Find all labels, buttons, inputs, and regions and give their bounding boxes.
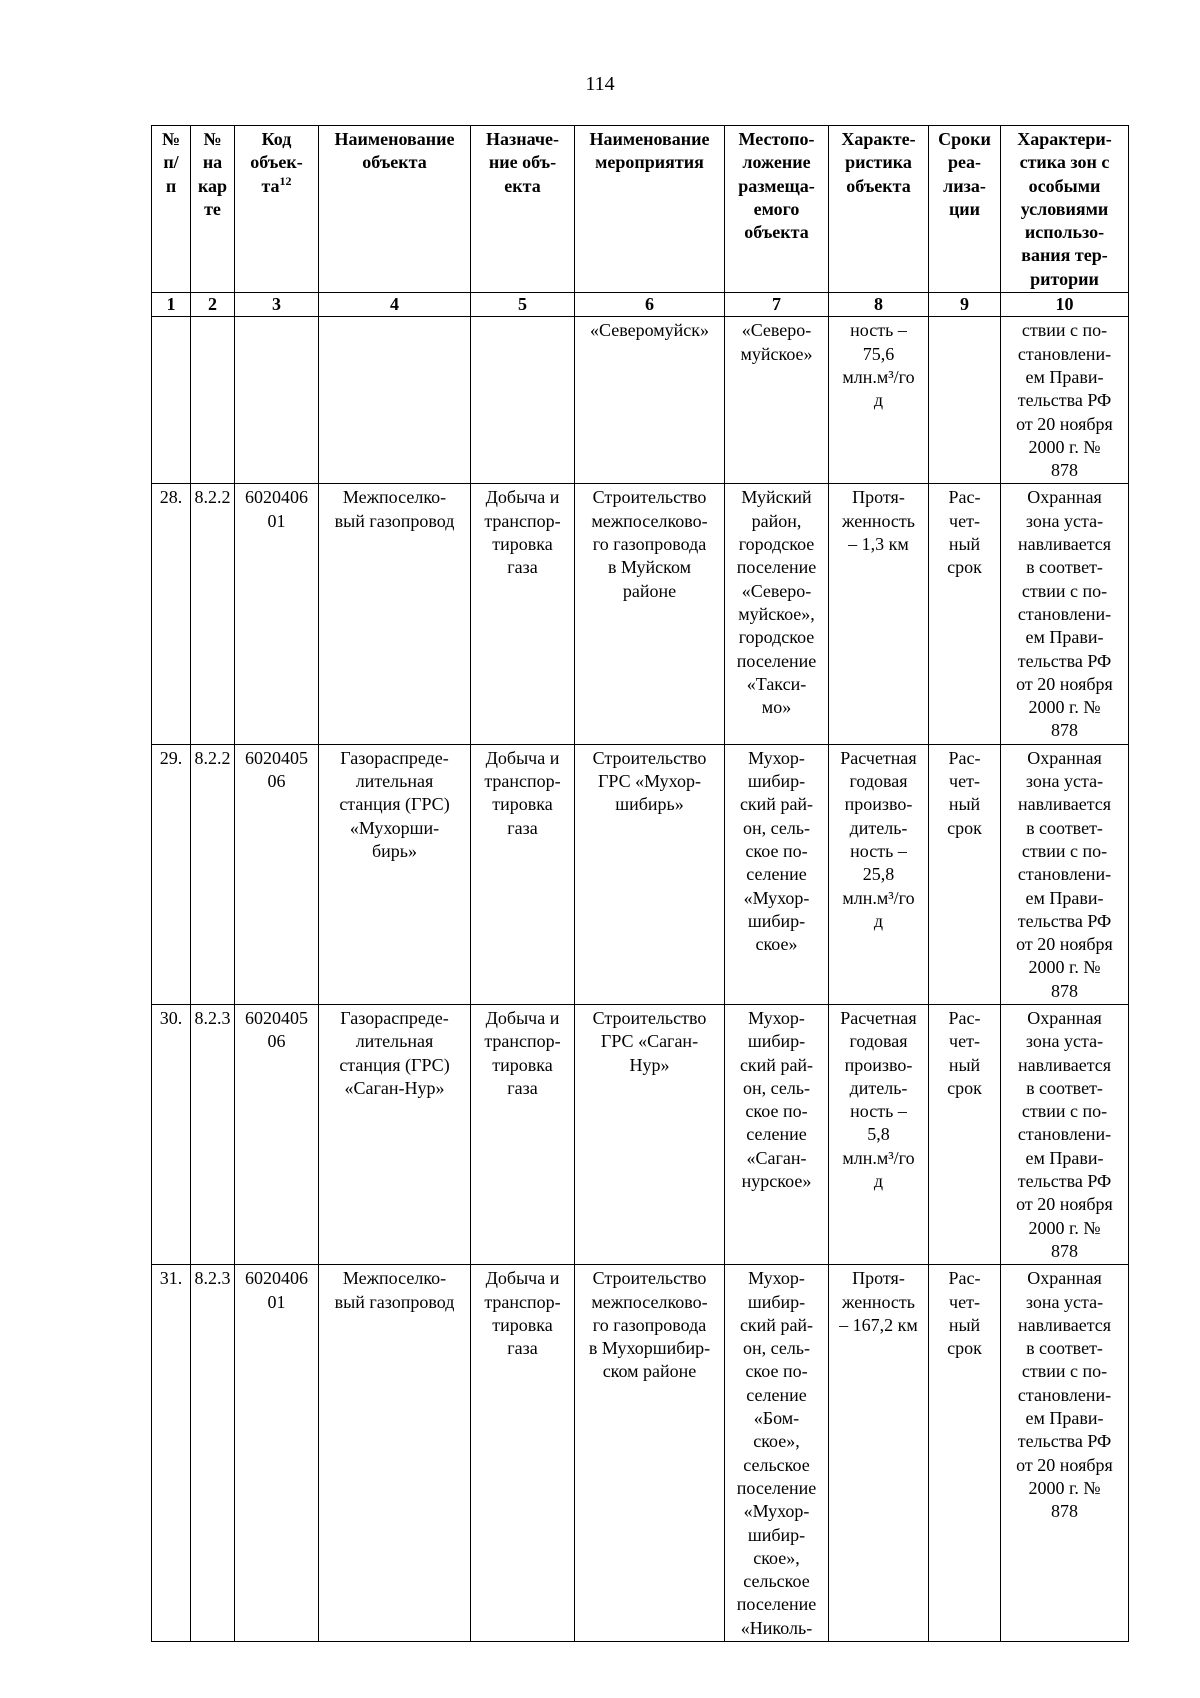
header-cell-code (235, 126, 319, 293)
table-cell: 28. (152, 484, 191, 744)
table-cell: Протя- женность – 1,3 км (829, 484, 929, 744)
table-cell: Охранная зона уста- навливается в соответ- ствии с по- становлени- ем Прави- тельства РФ от 20 ноября 2000 г. № 878 (1001, 744, 1129, 1004)
table-cell: «Северо- муйское» (725, 317, 829, 484)
header-cell: Характе- ристика объекта (829, 126, 929, 293)
table-header-row (152, 126, 1129, 293)
table-cell: Строительство ГРС «Мухор- шибирь» (575, 744, 725, 1004)
objects-table (151, 125, 1129, 1642)
table-cell: Расчетная годовая произво- дитель- ность – 25,8 млн.м³/го д (829, 744, 929, 1004)
column-number: 6 (575, 293, 725, 317)
table-cell: 29. (152, 744, 191, 1004)
table-cell: Рас- чет- ный срок (929, 484, 1001, 744)
column-number: 8 (829, 293, 929, 317)
table-cell: Муйский район, городское поселение «Северо- муйское», городское поселение «Такси- мо» (725, 484, 829, 744)
table-cell: Рас- чет- ный срок (929, 1265, 1001, 1642)
column-number: 5 (471, 293, 575, 317)
column-number-row (152, 293, 1129, 317)
table-cell (471, 317, 575, 484)
table-cell (319, 317, 471, 484)
table-cell: Рас- чет- ный срок (929, 744, 1001, 1004)
column-number: 3 (235, 293, 319, 317)
column-number: 7 (725, 293, 829, 317)
header-cell: Наименование объекта (319, 126, 471, 293)
table-cell: Добыча и транспор- тировка газа (471, 744, 575, 1004)
table-cell: Газораспреде- лительная станция (ГРС) «Мухорши- бирь» (319, 744, 471, 1004)
footnote-marker: 12 (279, 173, 292, 188)
table-cell: Охранная зона уста- навливается в соответ- ствии с по- становлени- ем Прави- тельства РФ от 20 ноября 2000 г. № 878 (1001, 1004, 1129, 1264)
table-cell: 6020405 06 (235, 744, 319, 1004)
table-cell: ствии с по- становлени- ем Прави- тельства РФ от 20 ноября 2000 г. № 878 (1001, 317, 1129, 484)
table-cell (191, 317, 235, 484)
table-cell: Мухор- шибир- ский рай- он, сель- ское по- селение «Саган- нурское» (725, 1004, 829, 1264)
table-cell: Строительство ГРС «Саган- Нур» (575, 1004, 725, 1264)
table-cell: Межпоселко- вый газопровод (319, 1265, 471, 1642)
table-row (152, 744, 1129, 1004)
table-cell: Добыча и транспор- тировка газа (471, 484, 575, 744)
table-cell: 6020406 01 (235, 1265, 319, 1642)
column-number: 10 (1001, 293, 1129, 317)
table-cell: Мухор- шибир- ский рай- он, сель- ское по- селение «Бом- ское», сельское поселение «Мухор- шибир- ское», сельское поселение «Николь- (725, 1265, 829, 1642)
table-cell: 30. (152, 1004, 191, 1264)
header-cell: № на кар те (191, 126, 235, 293)
table-cell: 8.2.2 (191, 484, 235, 744)
table-cell (929, 317, 1001, 484)
table-cell: 8.2.3 (191, 1265, 235, 1642)
table-cell: 31. (152, 1265, 191, 1642)
table-cell: Расчетная годовая произво- дитель- ность – 5,8 млн.м³/го д (829, 1004, 929, 1264)
column-number: 1 (152, 293, 191, 317)
table-cell: Охранная зона уста- навливается в соответ- ствии с по- становлени- ем Прави- тельства РФ от 20 ноября 2000 г. № 878 (1001, 484, 1129, 744)
header-cell: Назначе- ние объ- екта (471, 126, 575, 293)
table-row (152, 484, 1129, 744)
table-cell (152, 317, 191, 484)
table-cell: 6020405 06 (235, 1004, 319, 1264)
header-cell: № п/ п (152, 126, 191, 293)
table-row (152, 1265, 1129, 1642)
page-number: 114 (585, 73, 615, 95)
table-cell: Мухор- шибир- ский рай- он, сель- ское по- селение «Мухор- шибир- ское» (725, 744, 829, 1004)
table-row (152, 1004, 1129, 1264)
header-cell: Сроки реа- лиза- ции (929, 126, 1001, 293)
table-cell: Строительство межпоселково- го газопровода в Муйском районе (575, 484, 725, 744)
table-cell: Добыча и транспор- тировка газа (471, 1004, 575, 1264)
header-cell: Местопо- ложение размеща- емого объекта (725, 126, 829, 293)
table-cell: Межпоселко- вый газопровод (319, 484, 471, 744)
table-cell: «Северомуйск» (575, 317, 725, 484)
table-cell: 8.2.2 (191, 744, 235, 1004)
table-row (152, 317, 1129, 484)
table-cell: Добыча и транспор- тировка газа (471, 1265, 575, 1642)
header-cell: Наименование мероприятия (575, 126, 725, 293)
table-cell: 6020406 01 (235, 484, 319, 744)
column-number: 9 (929, 293, 1001, 317)
table-cell: Протя- женность – 167,2 км (829, 1265, 929, 1642)
column-number: 4 (319, 293, 471, 317)
table-cell: Рас- чет- ный срок (929, 1004, 1001, 1264)
table-cell: 8.2.3 (191, 1004, 235, 1264)
header-cell: Характери- стика зон с особыми условиями использо- вания тер- ритории (1001, 126, 1129, 293)
header-cell-code-text: Код объек- та (250, 129, 303, 196)
table-cell: ность – 75,6 млн.м³/го д (829, 317, 929, 484)
table-cell (235, 317, 319, 484)
column-number: 2 (191, 293, 235, 317)
table-cell: Газораспреде- лительная станция (ГРС) «Саган-Нур» (319, 1004, 471, 1264)
table-cell: Строительство межпоселково- го газопровода в Мухоршибир- ском районе (575, 1265, 725, 1642)
table-cell: Охранная зона уста- навливается в соответ- ствии с по- становлени- ем Прави- тельства РФ от 20 ноября 2000 г. № 878 (1001, 1265, 1129, 1642)
